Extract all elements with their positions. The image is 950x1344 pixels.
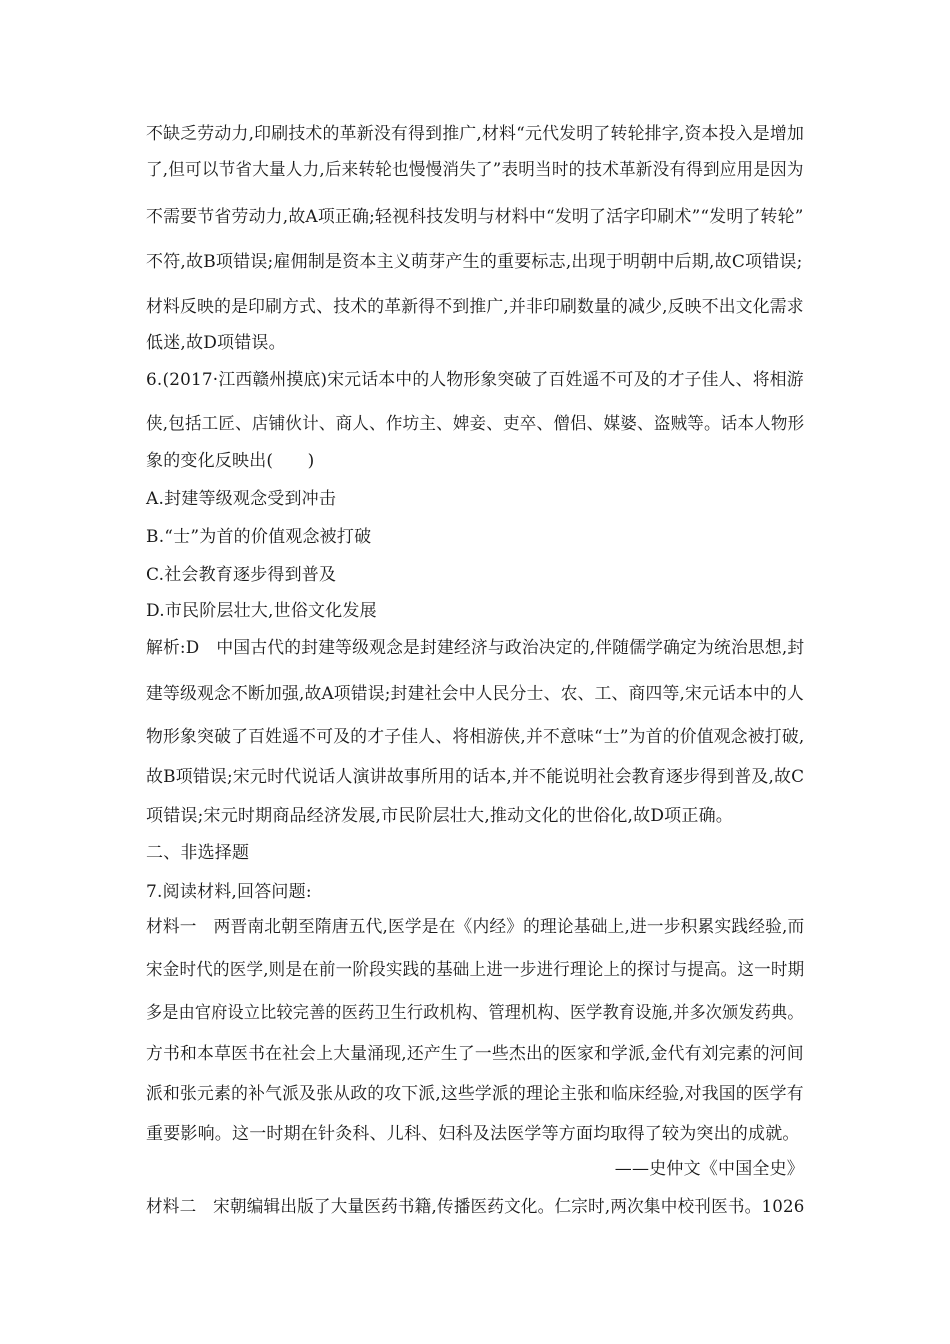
section-heading: 二、非选择题 (146, 843, 250, 863)
analysis-line: 物形象突破了百姓遥不可及的才子佳人、将相游侠,并不意味“士”为首的价值观念被打破, (146, 727, 805, 747)
material-line: 重要影响。这一时期在针灸科、儿科、妇科及法医学等方面均取得了较为突出的成就。 (146, 1124, 800, 1144)
text-line: 不缺乏劳动力,印刷技术的革新没有得到推广,材料“元代发明了转轮排字,资本投入是增加 (146, 124, 805, 144)
text-line: 材料反映的是印刷方式、技术的革新得不到推广,并非印刷数量的减少,反映不出文化需求 (146, 297, 804, 317)
text-line: 不需要节省劳动力,故A项正确;轻视科技发明与材料中“发明了活字印刷术”“发明了转轮” (146, 207, 804, 227)
analysis-line: 故B项错误;宋元时代说话人演讲故事所用的话本,并不能说明社会教育逐步得到普及,故C (146, 767, 805, 787)
material-line: 多是由官府设立比较完善的医药卫生行政机构、管理机构、医学教育设施,并多次颁发药典。 (146, 1003, 804, 1023)
analysis-line: 建等级观念不断加强,故A项错误;封建社会中人民分士、农、工、商四等,宋元话本中的人 (146, 684, 805, 704)
option-a: A.封建等级观念受到冲击 (146, 489, 337, 509)
option-d: D.市民阶层壮大,世俗文化发展 (146, 601, 377, 621)
material-line: 方书和本草医书在社会上大量涌现,还产生了一些杰出的医家和学派,金代有刘完素的河间 (146, 1044, 804, 1064)
analysis-line: 解析:D 中国古代的封建等级观念是封建经济与政治决定的,伴随儒学确定为统治思想,封 (146, 638, 805, 658)
option-c: C.社会教育逐步得到普及 (146, 565, 337, 585)
material-line: 派和张元素的补气派及张从政的攻下派,这些学派的理论主张和临床经验,对我国的医学有 (146, 1084, 804, 1104)
material-line: 宋金时代的医学,则是在前一阶段实践的基础上进一步进行理论上的探讨与提高。这一时期 (146, 960, 805, 980)
option-b: B.“士”为首的价值观念被打破 (146, 527, 372, 547)
question-stem-line: 侠,包括工匠、店铺伙计、商人、作坊主、婢妾、吏卒、僧侣、媒婆、盗贼等。话本人物形 (146, 414, 805, 434)
material-line: 材料二 宋朝编辑出版了大量医药书籍,传播医药文化。仁宗时,两次集中校刊医书。1026 (146, 1197, 805, 1217)
question-stem-line: 7.阅读材料,回答问题: (146, 882, 312, 902)
analysis-line: 项错误;宋元时期商品经济发展,市民阶层壮大,推动文化的世俗化,故D项正确。 (146, 806, 733, 826)
text-line: 不符,故B项错误;雇佣制是资本主义萌芽产生的重要标志,出现于明朝中后期,故C项错误; (146, 252, 803, 272)
text-line: 了,但可以节省大量人力,后来转轮也慢慢消失了”表明当时的技术革新没有得到应用是因为 (146, 160, 804, 180)
question-stem-line: 象的变化反映出( ) (146, 451, 315, 471)
material-source: ——史仲文《中国全史》 (614, 1159, 804, 1179)
question-stem-line: 6.(2017·江西赣州摸底)宋元话本中的人物形象突破了百姓遥不可及的才子佳人、将相游 (146, 370, 804, 390)
text-line: 低迷,故D项错误。 (146, 333, 286, 353)
material-line: 材料一 两晋南北朝至隋唐五代,医学是在《内经》的理论基础上,进一步积累实践经验,而 (146, 917, 805, 937)
